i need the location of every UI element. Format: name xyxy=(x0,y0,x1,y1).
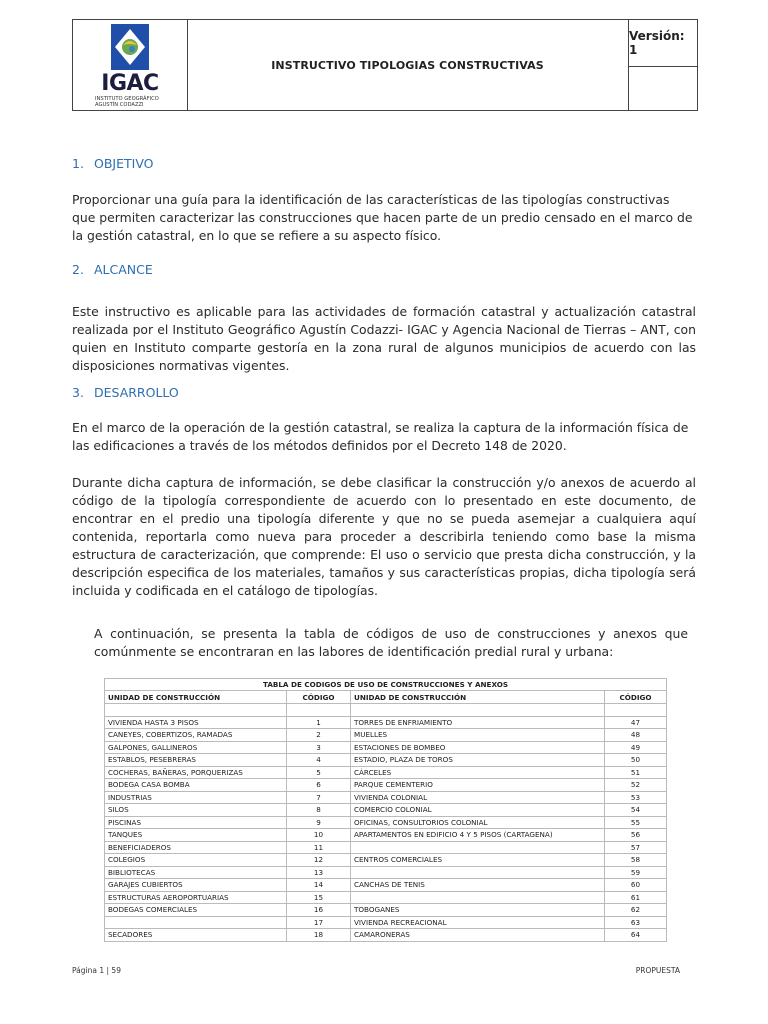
table-cell: ESTADIO, PLAZA DE TOROS xyxy=(351,754,605,767)
table-row xyxy=(105,866,667,879)
table-caption: TABLA DE CODIGOS DE USO DE CONSTRUCCIONES Y ANEXOS xyxy=(105,679,667,691)
table-cell: BENEFICIADEROS xyxy=(105,841,287,854)
desarrollo-paragraph-2: Durante dicha captura de información, se debe clasificar la construcción y/o anexos de acuerdo al código de la tipología correspondiente de acuerdo con lo presentado en este documento, de encontrar en el predio una tipología diferente y que no se pueda asemejar a cualquiera aquí contenida, reportarla como nueva para proceder a describirla teniendo como base la misma estructura de caracterización, que comprende: El uso o servicio que presta dicha construcción, y la descripción especifica de los materiales, tamaños y sus características propias, dicha tipología será incluida y codificada en el catálogo de tipologías. xyxy=(72,475,696,598)
table-cell: BODEGAS COMERCIALES xyxy=(105,904,287,917)
table-cell: 47 xyxy=(605,716,667,729)
section-number: 1. xyxy=(72,156,84,171)
logo-subtext: INSTITUTO GEOGRÁFICO AGUSTÍN CODAZZI xyxy=(95,96,159,108)
version-label: Versión: 1 xyxy=(629,20,697,67)
section-title: OBJETIVO xyxy=(94,156,154,171)
table-cell: TANQUES xyxy=(105,829,287,842)
column-header: CÓDIGO xyxy=(287,691,351,704)
table-cell: PARQUE CEMENTERIO xyxy=(351,779,605,792)
section-number: 3. xyxy=(72,385,84,400)
table-cell: 58 xyxy=(605,854,667,867)
table-spacer-row xyxy=(105,704,667,717)
page-number: Página 1 | 59 xyxy=(72,966,121,975)
table-cell: 62 xyxy=(605,904,667,917)
table-cell: 60 xyxy=(605,879,667,892)
table-cell: CÁRCELES xyxy=(351,766,605,779)
table-cell: SECADORES xyxy=(105,929,287,942)
table-cell: 7 xyxy=(287,791,351,804)
table-row xyxy=(105,791,667,804)
table-cell: INDUSTRIAS xyxy=(105,791,287,804)
table-cell: 17 xyxy=(287,916,351,929)
document-status: PROPUESTA xyxy=(635,966,680,975)
table-row xyxy=(105,916,667,929)
table-cell: GALPONES, GALLINEROS xyxy=(105,741,287,754)
table-cell: CANCHAS DE TENIS xyxy=(351,879,605,892)
table-cell: VIVIENDA HASTA 3 PISOS xyxy=(105,716,287,729)
table-cell: 14 xyxy=(287,879,351,892)
table-cell: 3 xyxy=(287,741,351,754)
table-cell: OFICINAS, CONSULTORIOS COLONIAL xyxy=(351,816,605,829)
section-title: ALCANCE xyxy=(94,262,153,277)
table-cell: ESTABLOS, PESEBRERAS xyxy=(105,754,287,767)
section-number: 2. xyxy=(72,262,84,277)
table-cell: APARTAMENTOS EN EDIFICIO 4 Y 5 PISOS (CARTAGENA) xyxy=(351,829,605,842)
igac-logo xyxy=(95,23,165,107)
table-row xyxy=(105,804,667,817)
table-row xyxy=(105,716,667,729)
table-row xyxy=(105,854,667,867)
desarrollo-paragraph-3: A continuación, se presenta la tabla de códigos de uso de construcciones y anexos que comúnmente se encontraran en las labores de identificación predial rural y urbana: xyxy=(94,626,688,659)
table-header-row xyxy=(105,691,667,704)
logo-cell xyxy=(73,20,188,110)
section-title: DESARROLLO xyxy=(94,385,179,400)
table-row xyxy=(105,816,667,829)
table-cell: 9 xyxy=(287,816,351,829)
table-cell: 4 xyxy=(287,754,351,767)
document-title: INSTRUCTIVO TIPOLOGIAS CONSTRUCTIVAS xyxy=(187,20,629,110)
table-cell: 16 xyxy=(287,904,351,917)
column-header: UNIDAD DE CONSTRUCCIÓN xyxy=(105,691,287,704)
codes-table xyxy=(104,678,667,942)
table-cell: SILOS xyxy=(105,804,287,817)
table-cell: COLEGIOS xyxy=(105,854,287,867)
table-cell: 15 xyxy=(287,891,351,904)
table-row xyxy=(105,766,667,779)
table-cell: 48 xyxy=(605,729,667,742)
table-cell: 18 xyxy=(287,929,351,942)
igac-emblem-icon xyxy=(109,23,151,73)
table-row xyxy=(105,929,667,942)
table-cell: BODEGA CASA BOMBA xyxy=(105,779,287,792)
section-heading-alcance xyxy=(72,262,153,277)
table-cell: 64 xyxy=(605,929,667,942)
table-cell xyxy=(351,891,605,904)
table-cell: 5 xyxy=(287,766,351,779)
table-cell: 6 xyxy=(287,779,351,792)
table-cell: BIBLIOTECAS xyxy=(105,866,287,879)
table-cell: GARAJES CUBIERTOS xyxy=(105,879,287,892)
table-cell: 8 xyxy=(287,804,351,817)
table-body xyxy=(105,716,667,941)
table-cell: 61 xyxy=(605,891,667,904)
logo-wordmark: IGAC xyxy=(101,71,159,96)
table-caption-row xyxy=(105,679,667,691)
table-cell xyxy=(105,916,287,929)
table-row xyxy=(105,779,667,792)
table-cell: PISCINAS xyxy=(105,816,287,829)
table-row xyxy=(105,841,667,854)
table-cell: 55 xyxy=(605,816,667,829)
document-header xyxy=(72,19,698,111)
table-cell xyxy=(351,866,605,879)
table-cell: 51 xyxy=(605,766,667,779)
table-row xyxy=(105,729,667,742)
table-cell xyxy=(351,841,605,854)
alcance-paragraph: Este instructivo es aplicable para las actividades de formación catastral y actualización catastral realizada por el Instituto Geográfico Agustín Codazzi- IGAC y Agencia Nacional de Tierras – ANT, con quien en Instituto comparte gestoría en la zona rural de algunos municipios de acuerdo con las disposiciones normativas vigentes. xyxy=(72,304,696,373)
table-row xyxy=(105,741,667,754)
table-cell: 56 xyxy=(605,829,667,842)
table-cell: TORRES DE ENFRIAMIENTO xyxy=(351,716,605,729)
table-cell: 10 xyxy=(287,829,351,842)
table-cell: 63 xyxy=(605,916,667,929)
table-row xyxy=(105,879,667,892)
table-cell: MUELLES xyxy=(351,729,605,742)
column-header: UNIDAD DE CONSTRUCCIÓN xyxy=(351,691,605,704)
table-cell: CANEYES, COBERTIZOS, RAMADAS xyxy=(105,729,287,742)
desarrollo-paragraph-1: En el marco de la operación de la gestión catastral, se realiza la captura de la información física de las edificaciones a través de los métodos definidos por el Decreto 148 de 2020. xyxy=(72,420,689,453)
table-cell: 13 xyxy=(287,866,351,879)
table-row xyxy=(105,904,667,917)
section-heading-desarrollo xyxy=(72,385,179,400)
section-heading-objetivo xyxy=(72,156,154,171)
table-cell: 50 xyxy=(605,754,667,767)
table-cell: 1 xyxy=(287,716,351,729)
table-cell: TOBOGANES xyxy=(351,904,605,917)
table-cell: 49 xyxy=(605,741,667,754)
table-cell: 12 xyxy=(287,854,351,867)
table-cell: 2 xyxy=(287,729,351,742)
objetivo-paragraph: Proporcionar una guía para la identificación de las características de las tipologías constructivas que permiten caracterizar las construcciones que hacen parte de un predio censado en el marco de la gestión catastral, en lo que se refiere a su aspecto físico. xyxy=(72,192,693,243)
table-cell: 53 xyxy=(605,791,667,804)
table-cell: ESTRUCTURAS AEROPORTUARIAS xyxy=(105,891,287,904)
table-cell: VIVIENDA COLONIAL xyxy=(351,791,605,804)
table-cell: 57 xyxy=(605,841,667,854)
table-cell: 11 xyxy=(287,841,351,854)
table-cell: COCHERAS, BAÑERAS, PORQUERIZAS xyxy=(105,766,287,779)
table-cell: ESTACIONES DE BOMBEO xyxy=(351,741,605,754)
column-header: CÓDIGO xyxy=(605,691,667,704)
table-row xyxy=(105,891,667,904)
table-row xyxy=(105,829,667,842)
table-cell: CAMARONERAS xyxy=(351,929,605,942)
table-cell: VIVIENDA RECREACIONAL xyxy=(351,916,605,929)
table-cell: 59 xyxy=(605,866,667,879)
table-row xyxy=(105,754,667,767)
table-cell: 54 xyxy=(605,804,667,817)
table-cell: COMERCIO COLONIAL xyxy=(351,804,605,817)
table-cell: CENTROS COMERCIALES xyxy=(351,854,605,867)
table-cell: 52 xyxy=(605,779,667,792)
